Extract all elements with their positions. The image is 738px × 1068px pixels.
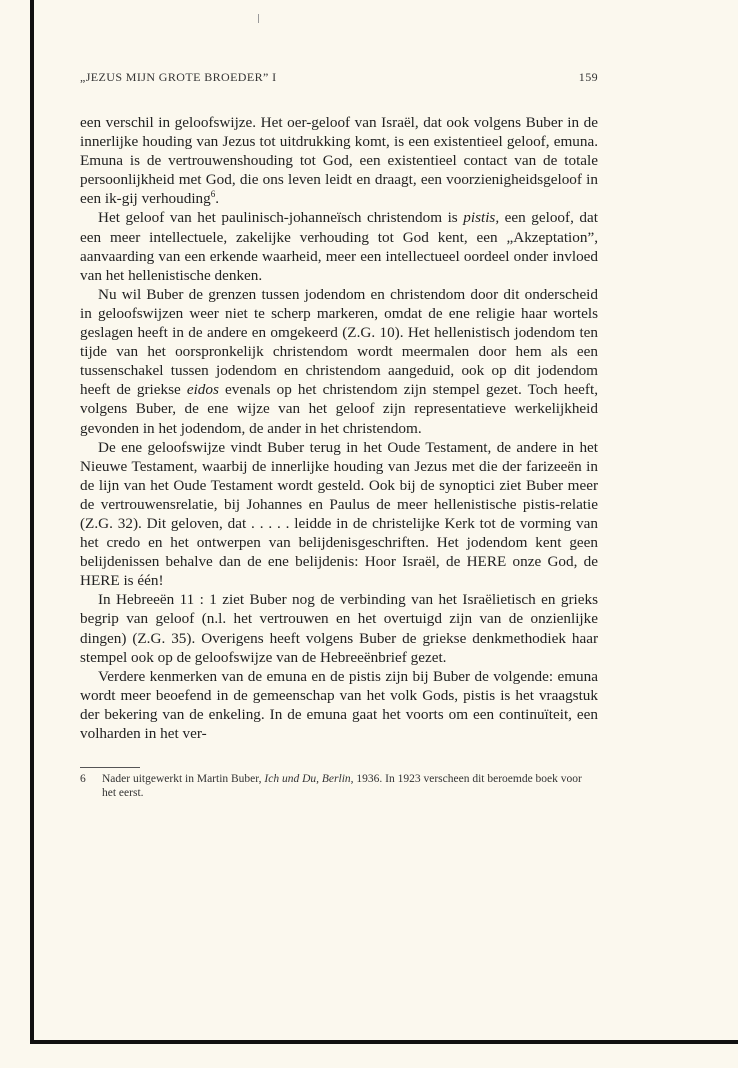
- paragraph-5: In Hebreeën 11 : 1 ziet Buber nog de verbinding van het Israëlietisch en grieks begrip van geloof (n.l. het vertrouwen en het overtuigd zijn van de onzienlijke dingen) (Z.G. 35). Overigens heeft volgens Buber de griekse denkmethodiek haar stempel ook op de geloofswijze van de Hebreeënbrief gezet.: [80, 591, 598, 666]
- paragraph-2: Het geloof van het paulinisch-johanneïsch christendom is pistis, een geloof, dat een meer intellectuele, zakelijke verhouding tot God kent, een „Akzeptation”, aanvaarding van een erkende waarheid, meer een intellectueel oordeel onder invloed van het hellenistische denken.: [80, 209, 598, 284]
- running-head: [80, 70, 598, 90]
- footnote: [80, 772, 598, 800]
- footnote-text: Nader uitgewerkt in Martin Buber, Ich und Du, Berlin, 1936. In 1923 verscheen dit beroemde boek voor het eerst.: [102, 773, 582, 800]
- paragraph-4: De ene geloofswijze vindt Buber terug in het Oude Testament, de andere in het Nieuwe Testament, waarbij de innerlijke houding van Jezus met die der farizeeën in de lijn van het Oude Testament wordt gesteld. Ook bij de synoptici ziet Buber meer de vertrouwensrelatie, bij Johannes en Paulus de meer hellenistische pistis-relatie (Z.G. 32). Dit geloven, dat . . . . . leidde in de christelijke Kerk tot de vorming van het credo en het ontwerpen van belijdenisgeschriften. Het jodendom kent geen belijdenissen behalve dan de ene belijdenis: Hoor Israël, de HERE onze God, de HERE is één!: [80, 438, 598, 590]
- scan-speck: [258, 14, 259, 23]
- paragraph-3: Nu wil Buber de grenzen tussen jodendom en christendom door dit onderscheid in geloofswijzen weer niet te scherp markeren, omdat de ene religie haar wortels geslagen heeft in de andere en omgekeerd (Z.G. 10). Het hellenistisch jodendom ten tijde van het oorspronkelijk christendom wordt meermalen door hem als een tussenschakel tussen jodendom en christendom aangeduid, ook op dit jodendom heeft de griekse eidos evenals op het christendom zijn stempel gezet. Toch heeft, volgens Buber, de ene wijze van het geloof zijn representatieve werkelijkheid gevonden in het jodendom, de ander in het christendom.: [80, 285, 598, 437]
- book-page: [80, 70, 598, 800]
- running-title: „JEZUS MIJN GROTE BROEDER” I: [80, 70, 277, 84]
- footnote-reference[interactable]: 6: [210, 189, 216, 200]
- body-text: [80, 113, 598, 743]
- footnote-divider: [80, 767, 140, 768]
- paragraph-1: een verschil in geloofswijze. Het oer-geloof van Israël, dat ook volgens Buber in de innerlijke houding van Jezus tot uitdrukking komt, is een existentieel geloof, emuna. Emuna is de vertrouwenshouding tot God, een existentieel contact van de totale persoonlijkheid met God, die ons leven leidt en draagt, een voorzienigheidsgeloof in een ik-gij verhouding$^6$.: [80, 114, 598, 208]
- paragraph-6: Verdere kenmerken van de emuna en de pistis zijn bij Buber de volgende: emuna wordt meer beoefend in de gemeenschap van het volk Gods, pistis is het vraagstuk der bekering van de enkeling. In de emuna gaat het voorts om een continuïteit, een volharden in het ver-: [80, 667, 598, 742]
- page-number: 159: [578, 70, 598, 84]
- footnote-number: 6: [80, 773, 86, 786]
- scan-border-left: [30, 0, 34, 1044]
- scan-border-bottom: [30, 1040, 738, 1044]
